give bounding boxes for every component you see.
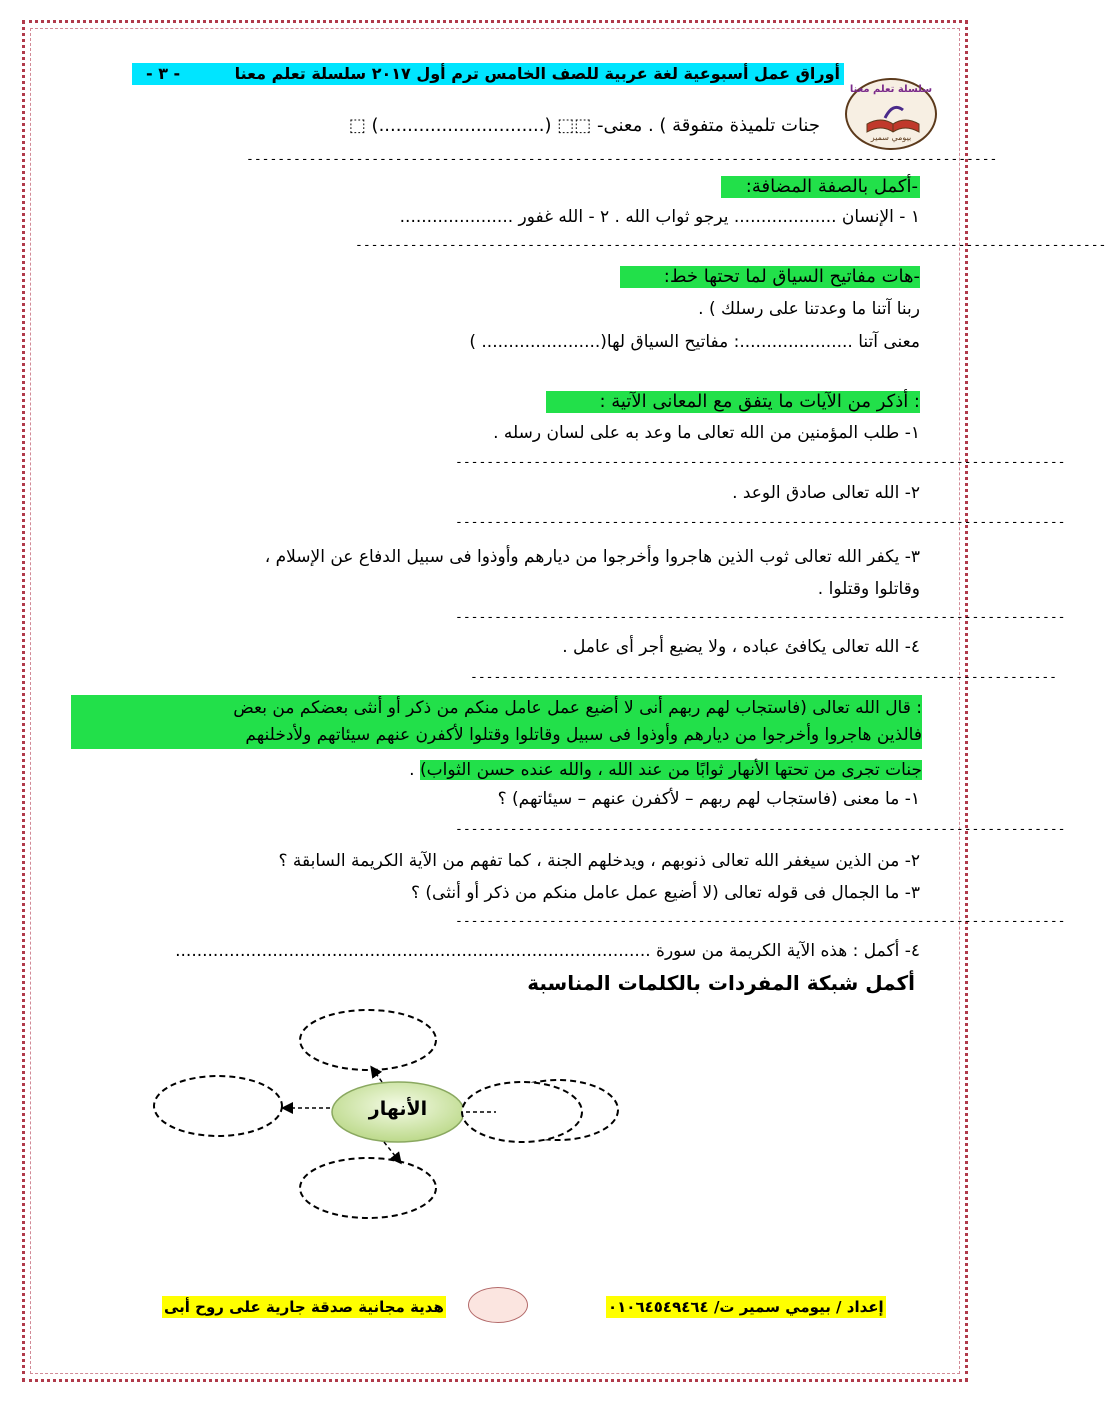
section1-heading: -أكمل بالصفة المضافة: <box>721 176 920 198</box>
footer-oval-shape <box>468 1287 528 1323</box>
section4-q4: ٤- أكمل : هذه الآية الكريمة من سورة ........................................................................................ <box>175 941 920 961</box>
divider: ------------------------------------------------------------------------------ <box>455 455 1066 470</box>
section3-item4: ٤- الله تعالى يكافئ عباده ، ولا يضيع أجر أى عامل . <box>562 637 920 657</box>
divider: ------------------------------------------------------------------------------ <box>455 610 1066 625</box>
section2-heading: -هات مفاتيح السياق لما تحتها خط: <box>620 266 920 288</box>
section3-item3b: وقاتلوا وقتلوا . <box>817 579 920 599</box>
network-right-part <box>462 1080 572 1150</box>
divider: ------------------------------------------------------------------------------------------------ <box>355 238 1106 253</box>
header-title-bar <box>132 63 844 85</box>
section3-item2: ٢- الله تعالى صادق الوعد . <box>732 483 920 503</box>
footer-right: إعداد / بيومي سمير ت/ ٠١٠٦٤٥٤٩٤٦٤ <box>608 1298 884 1316</box>
section4-verse-end: . <box>409 760 415 780</box>
page-number: - ٣ - <box>146 64 181 83</box>
section4-verse-line1: : قال الله تعالى (فاستجاب لهم ربهم أنى لا أضيع عمل عامل منكم من ذكر أو أنثى بعضكم من بعض <box>71 695 922 722</box>
divider: ------------------------------------------------------------------------------ <box>455 914 1066 929</box>
section3-item3a: ٣- يكفر الله تعالى ثوب الذين هاجروا وأخرجوا من ديارهم وأوذوا فى سبيل الدفاع عن الإسلام ، <box>264 547 920 567</box>
footer-left: هدية مجانية صدقة جارية على روح أبى <box>164 1298 444 1316</box>
network-empty-oval-bottom[interactable] <box>300 1158 436 1218</box>
section4-q1: ١- ما معنى (فاستجاب لهم ربهم – لأكفرن عنهم – سيئاتهم) ؟ <box>497 789 920 809</box>
network-empty-oval-top[interactable] <box>300 1010 436 1070</box>
section4-q2: ٢- من الذين سيغفر الله تعالى ذنوبهم ، ويدخلهم الجنة ، كما تفهم من الآية الكريمة السابقة ؟ <box>278 851 920 871</box>
divider: ------------------------------------------------------------------------------ <box>455 822 1066 837</box>
network-heading: أكمل شبكة المفردات بالكلمات المناسبة <box>527 971 915 995</box>
section4-q3: ٣- ما الجمال فى قوله تعالى (لا أضيع عمل عامل منكم من ذكر أو أنثى) ؟ <box>411 883 920 903</box>
intro-line: جنات تلميذة متفوقة ) . معنى- ⬚⬚ (.............................) ⬚ <box>348 115 820 136</box>
section2-line2: معنى آتنا .....................: مفاتيح السياق لها(...................... ) <box>469 332 920 352</box>
logo-text-top: سلسلة تعلم معنا <box>849 84 933 95</box>
section4-verse-line3: جنات تجرى من تحتها الأنهار ثوابًا من عند الله ، والله عنده حسن الثواب) <box>419 760 922 780</box>
network-center-word: الأنهار <box>368 1098 428 1120</box>
network-empty-oval-left[interactable] <box>154 1076 282 1136</box>
logo-text-bottom: بيومي سمير <box>870 133 912 142</box>
divider: ------------------------------------------------------------------------------ <box>455 515 1066 530</box>
section3-item1: ١- طلب المؤمنين من الله تعالى ما وعد به على لسان رسله . <box>493 423 920 443</box>
section2-line1: ربنا آتنا ما وعدتنا على رسلك ) . <box>698 299 920 319</box>
section4-verse-line3-wrap <box>409 757 922 784</box>
section4-verse-line2: فالذين هاجروا وأخرجوا من ديارهم وأوذوا فى سبيل وقاتلوا وقتلوا لأكفرن عنهم سيئاتهم ولأدخلنهم <box>71 722 922 749</box>
header-title: أوراق عمل أسبوعية لغة عربية للصف الخامس ترم أول ٢٠١٧ سلسلة تعلم معنا <box>234 64 840 83</box>
section3-heading: : أذكر من الآيات ما يتفق مع المعانى الآتية : <box>546 391 920 413</box>
divider: --------------------------------------------------------------------------- <box>470 670 1057 685</box>
divider: ------------------------------------------------------------------------------------------------ <box>246 152 998 167</box>
section1-line1: ١ - الإنسان ................... يرجو ثواب الله . ٢ - الله غفور ..................... <box>399 207 920 227</box>
logo <box>845 78 937 150</box>
